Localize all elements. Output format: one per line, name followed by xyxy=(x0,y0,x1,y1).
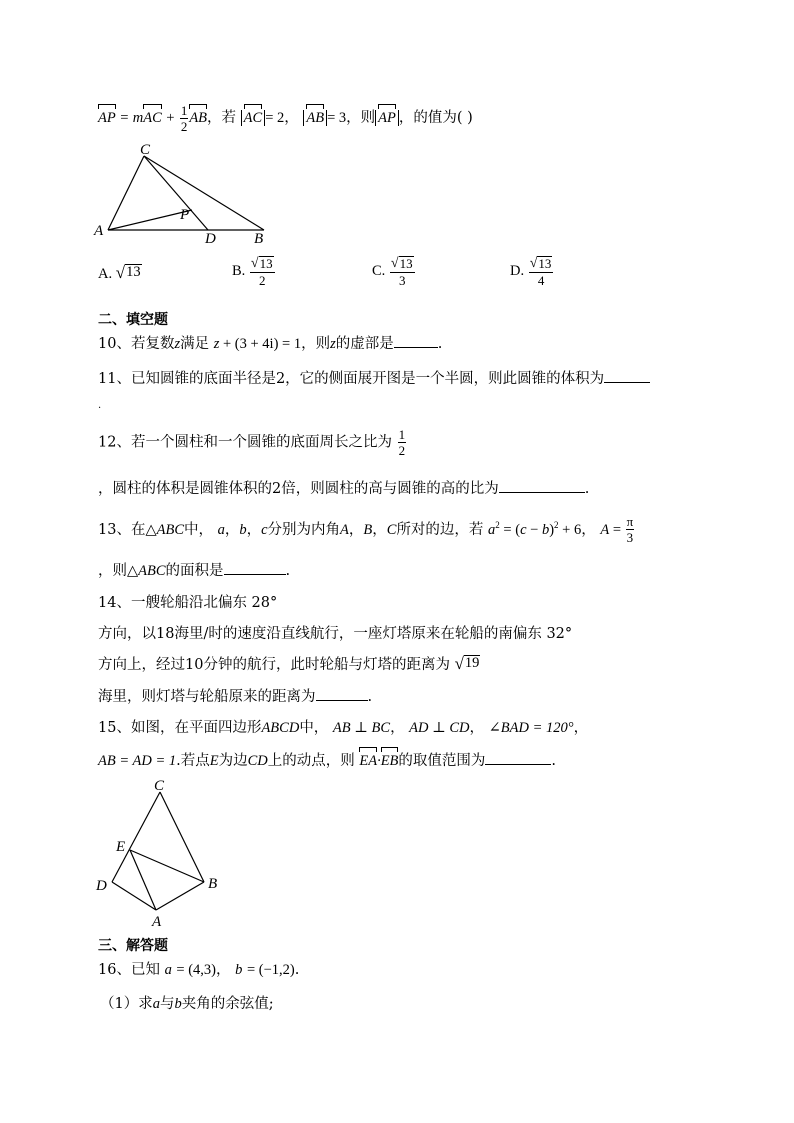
question-11: 11、已知圆锥的底面半径是2，它的侧面展开图是一个半圆，则此圆锥的体积为 xyxy=(98,368,650,389)
point-label-a2: A xyxy=(152,914,162,930)
question-16-part1: （1）求a与b夹角的余弦值; xyxy=(100,996,274,1012)
q9-then: ，则 xyxy=(346,109,376,126)
point-label-d2: D xyxy=(96,878,107,894)
question-11-end: . xyxy=(98,400,102,411)
answer-blank-11[interactable] xyxy=(604,368,650,383)
question-14-line2: 方向，以18海里/时的速度沿直线航行，一座灯塔原来在轮船的南偏东 32° xyxy=(98,626,573,642)
section-heading-fill-in: 二、填空题 xyxy=(98,312,168,328)
question-15-line1: 15、如图，在平面四边形ABCD中， AB ⊥ BC， AD ⊥ CD， ∠BAD = 120°， xyxy=(98,720,589,736)
point-label-b: B xyxy=(254,231,264,247)
q9-prefix: ，若 xyxy=(207,109,237,126)
answer-blank-13[interactable] xyxy=(224,560,286,575)
point-label-c2: C xyxy=(154,778,165,794)
question-16: 16、已知 a = (4,3)， b = (−1,2). xyxy=(98,962,300,978)
question-14-line3: 方向上，经过10分钟的航行，此时轮船与灯塔的距离为 √ 19 xyxy=(98,654,480,673)
figure-quadrilateral-abcd xyxy=(92,778,232,930)
figure-triangle-apdcb xyxy=(90,142,280,252)
point-label-c: C xyxy=(140,142,151,158)
option-c[interactable]: C. √ 13 3 xyxy=(372,256,413,289)
point-label-e: E xyxy=(116,839,126,855)
option-a[interactable]: A. √ 13 xyxy=(98,263,141,282)
option-d[interactable]: D. √ 13 4 xyxy=(510,256,552,289)
q9-eq2: = 3 xyxy=(327,109,347,126)
question-15-line2: AB = AD = 1.若点E为边CD上的动点，则 EA·EB的取值范围为 . xyxy=(98,750,556,771)
question-13: 13、在△ABC中， a，b，c分别为内角A，B，C所对的边，若 $a^2 = (c - b)^2 + 6$， A = $\frac{\pi}{3}$ xyxy=(98,514,634,546)
section-heading-answer: 三、解答题 xyxy=(98,938,168,954)
answer-blank-15[interactable] xyxy=(485,750,551,765)
answer-blank-14[interactable] xyxy=(316,686,368,701)
point-label-d: D xyxy=(205,231,216,247)
q9-suffix: ，的值为( ) xyxy=(398,109,473,126)
q9-stem: AP = mAC + $\frac{1}{2}$ AB，若 AC = 2， AB = 3，则 AP ，的值为( ) xyxy=(98,103,473,134)
answer-blank-12[interactable] xyxy=(499,478,585,493)
point-label-p: P xyxy=(180,207,190,223)
point-label-a: A xyxy=(94,223,104,239)
q9-formula: AP = mAC + $\frac{1}{2}$ AB xyxy=(98,103,208,134)
question-14-line4: 海里，则灯塔与轮船原来的距离为 . xyxy=(98,686,372,707)
question-14-line1: 14、一艘轮船沿北偏东 28° xyxy=(98,595,278,611)
question-10: 10、若复数z满足 z + (3 + 4i) = 1，则z的虚部是 . xyxy=(98,333,442,354)
answer-blank-10[interactable] xyxy=(394,333,438,348)
q9-eq1: = 2 xyxy=(265,109,285,126)
question-12-cont: ，圆柱的体积是圆锥体积的2倍，则圆柱的高与圆锥的高的比为 . xyxy=(98,478,589,499)
question-12: 12、若一个圆柱和一个圆锥的底面周长之比为 $\frac{1}{2}$ xyxy=(98,427,406,458)
option-b[interactable]: B. √ 13 2 xyxy=(232,256,273,289)
point-label-b2: B xyxy=(208,876,218,892)
question-13-cont: ，则△ABC的面积是 . xyxy=(98,560,290,581)
